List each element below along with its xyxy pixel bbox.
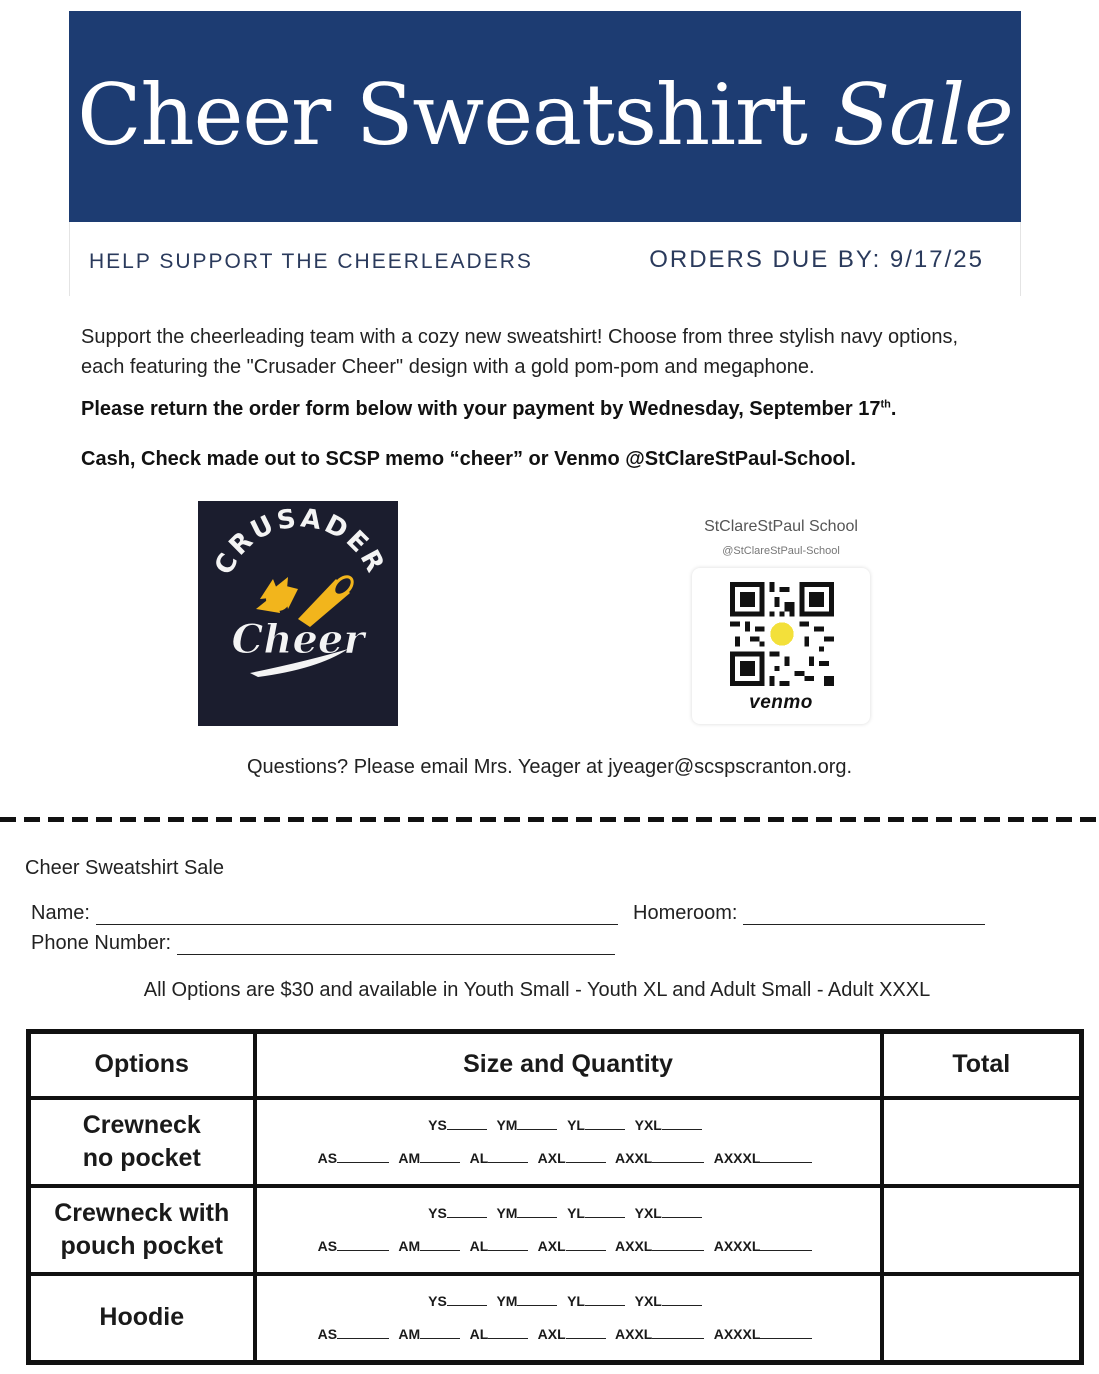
qty-blank[interactable] [566, 1329, 606, 1339]
return-instructions: Please return the order form below with your payment by Wednesday, September 17th. [81, 398, 897, 420]
option-name: Crewneck no pocket [29, 1098, 255, 1186]
size-quantity-cell[interactable] [255, 1098, 882, 1186]
adult-sizes: AS AM AL AXL AXXL AXXXL [257, 1230, 880, 1263]
qty-blank[interactable] [420, 1153, 460, 1163]
svg-text:Cheer: Cheer [231, 616, 365, 663]
qty-blank[interactable] [488, 1153, 528, 1163]
cheer-design-icon [198, 501, 398, 726]
option-name: Hoodie [29, 1274, 255, 1363]
venmo-qr-card[interactable] [692, 568, 870, 724]
table-row [29, 1274, 1082, 1363]
total-cell[interactable] [882, 1098, 1082, 1186]
size-quantity-cell[interactable] [255, 1274, 882, 1363]
homeroom-field[interactable]: Homeroom: [633, 902, 985, 925]
header-options: Options [29, 1032, 255, 1098]
homeroom-blank[interactable] [743, 907, 985, 925]
qty-blank[interactable] [447, 1208, 487, 1218]
cut-here-divider [0, 817, 1099, 822]
youth-sizes: YS YM YL YXL [257, 1285, 880, 1318]
page-title: Cheer Sweatshirt Sale [77, 66, 1013, 164]
table-row [29, 1186, 1082, 1274]
phone-blank[interactable] [177, 937, 615, 955]
size-quantity-cell[interactable] [255, 1186, 882, 1274]
qty-blank[interactable] [760, 1153, 812, 1163]
adult-sizes: AS AM AL AXL AXXL AXXXL [257, 1318, 880, 1351]
qty-blank[interactable] [517, 1296, 557, 1306]
total-cell[interactable] [882, 1274, 1082, 1363]
qty-blank[interactable] [585, 1296, 625, 1306]
qty-blank[interactable] [488, 1241, 528, 1251]
header-size-quantity: Size and Quantity [255, 1032, 882, 1098]
contact-line: Questions? Please email Mrs. Yeager at jyeager@scspscranton.org. [246, 756, 853, 778]
qty-blank[interactable] [662, 1208, 702, 1218]
option-name: Crewneck with pouch pocket [29, 1186, 255, 1274]
due-date: ORDERS DUE BY: 9/17/25 [649, 246, 984, 273]
qty-blank[interactable] [662, 1296, 702, 1306]
qty-blank[interactable] [420, 1241, 460, 1251]
qty-blank[interactable] [517, 1120, 557, 1130]
qty-blank[interactable] [420, 1329, 460, 1339]
qty-blank[interactable] [517, 1208, 557, 1218]
adult-sizes: AS AM AL AXL AXXL AXXXL [257, 1142, 880, 1175]
qty-blank[interactable] [652, 1153, 704, 1163]
venmo-account-name: StClareStPaul School [704, 518, 858, 535]
table-row [29, 1098, 1082, 1186]
qty-blank[interactable] [760, 1329, 812, 1339]
crusader-cheer-logo [198, 501, 398, 726]
qty-blank[interactable] [337, 1329, 389, 1339]
qty-blank[interactable] [585, 1120, 625, 1130]
venmo-logo: venmo [749, 692, 813, 713]
header-total: Total [882, 1032, 1082, 1098]
payment-instructions: Cash, Check made out to SCSP memo “cheer” or Venmo @StClareStPaul-School. [81, 448, 856, 470]
qty-blank[interactable] [447, 1296, 487, 1306]
qty-blank[interactable] [566, 1241, 606, 1251]
table-header-row [29, 1032, 1082, 1098]
qty-blank[interactable] [662, 1120, 702, 1130]
venmo-handle: @StClareStPaul-School [722, 545, 840, 557]
total-cell[interactable] [882, 1186, 1082, 1274]
qty-blank[interactable] [337, 1241, 389, 1251]
name-blank[interactable] [96, 907, 618, 925]
qty-blank[interactable] [652, 1329, 704, 1339]
subtitle-bar [69, 222, 1021, 296]
availability-note: All Options are $30 and available in Youth Small - Youth XL and Adult Small - Adult XXXL [143, 979, 931, 1001]
youth-sizes: YS YM YL YXL [257, 1109, 880, 1142]
support-tagline: HELP SUPPORT THE CHEERLEADERS [89, 250, 533, 273]
intro-paragraph: Support the cheerleading team with a cozy new sweatshirt! Choose from three stylish navy options, each featuring the "Crusader Cheer" design with a gold pom-pom and megaphone. [81, 326, 959, 378]
qty-blank[interactable] [760, 1241, 812, 1251]
qty-blank[interactable] [337, 1153, 389, 1163]
svg-text:CRUSADER: CRUSADER [209, 503, 391, 580]
order-table [26, 1029, 1084, 1365]
form-title: Cheer Sweatshirt Sale [25, 857, 224, 879]
name-field[interactable]: Name: [31, 902, 618, 925]
qr-code-icon[interactable] [730, 582, 834, 686]
title-banner [69, 11, 1021, 222]
qty-blank[interactable] [447, 1120, 487, 1130]
youth-sizes: YS YM YL YXL [257, 1197, 880, 1230]
qty-blank[interactable] [566, 1153, 606, 1163]
phone-field[interactable]: Phone Number: [31, 932, 615, 955]
qty-blank[interactable] [585, 1208, 625, 1218]
qty-blank[interactable] [488, 1329, 528, 1339]
qty-blank[interactable] [652, 1241, 704, 1251]
